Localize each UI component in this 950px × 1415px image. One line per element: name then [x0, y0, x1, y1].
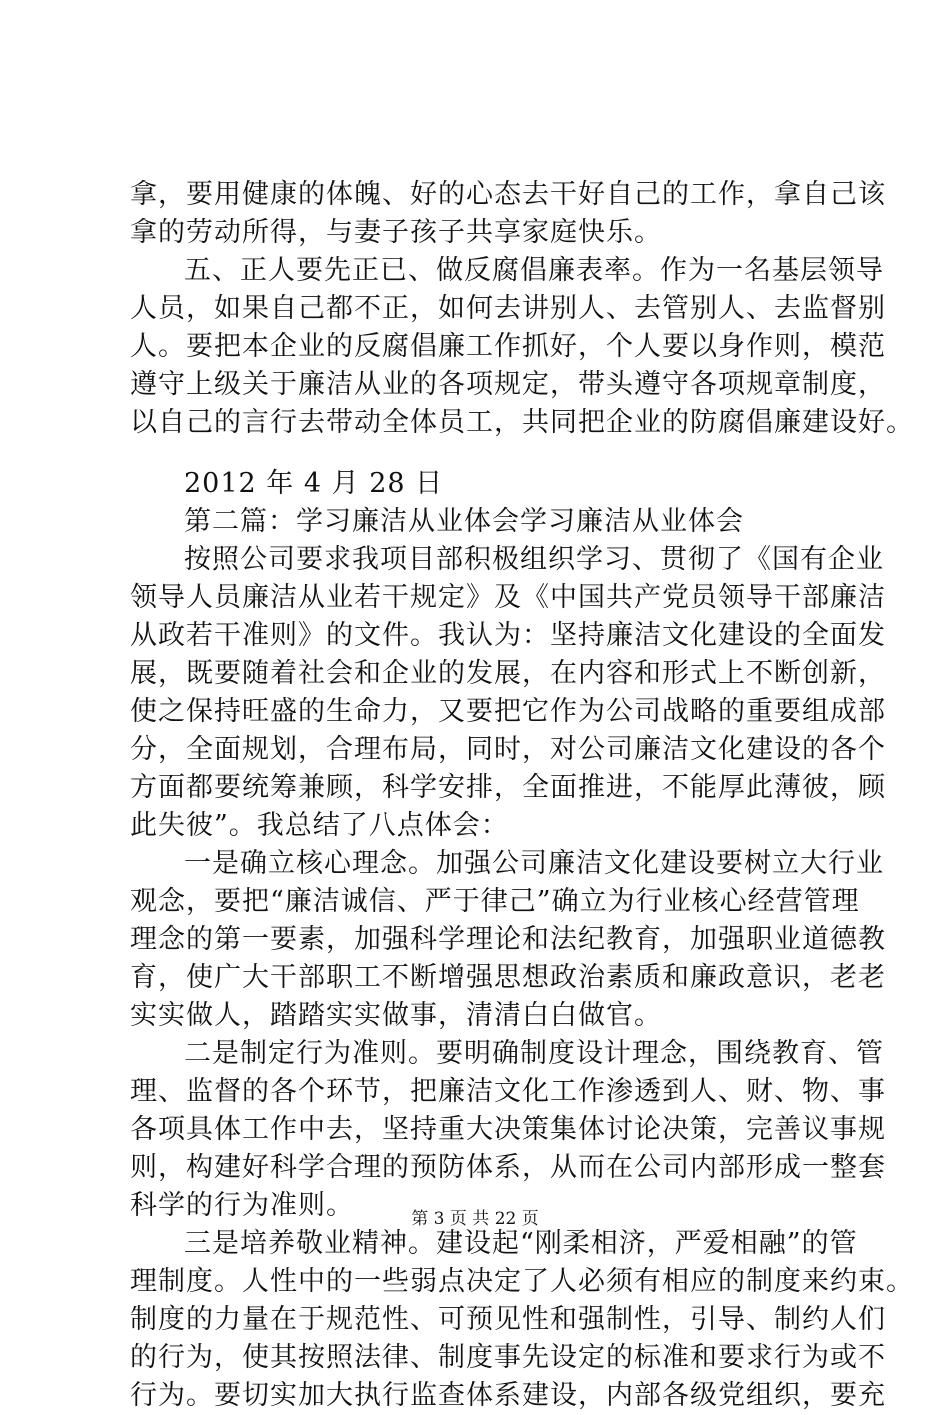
paragraph-gap: [130, 442, 830, 465]
text-line: 理、监督的各个环节，把廉洁文化工作渗透到人、财、物、事: [130, 1076, 886, 1107]
section-heading: 第二篇：学习廉洁从业体会学习廉洁从业体会: [184, 506, 744, 537]
text-line: 行为。要切实加大执行监查体系建设，内部各级党组织，要充: [130, 1380, 886, 1411]
text-line: 的行为，使其按照法律、制度事先设定的标准和要求行为或不: [130, 1342, 886, 1373]
point-two-start: 二是制定行为准则。要明确制度设计理念，围绕教育、管: [184, 1038, 884, 1069]
text-line: 观念，要把“廉洁诚信、严于律己”确立为行业核心经营管理: [130, 886, 860, 917]
text-line: 以自己的言行去带动全体员工，共同把企业的防腐倡廉建设好。: [130, 407, 914, 438]
text-line: 此失彼”。我总结了八点体会：: [130, 810, 509, 841]
text-line: 遵守上级关于廉洁从业的各项规定，带头遵守各项规章制度，: [130, 369, 886, 400]
text-line: 分，全面规划，合理布局，同时，对公司廉洁文化建设的各个: [130, 734, 886, 765]
text-line: 展，既要随着社会和企业的发展，在内容和形式上不断创新，: [130, 658, 886, 689]
date-line: 2012 年 4 月 28 日: [184, 468, 444, 499]
text-line: 人员，如果自己都不正，如何去讲别人、去管别人、去监督别: [130, 293, 886, 324]
text-line: 理制度。人性中的一些弱点决定了人必须有相应的制度来约束。: [130, 1266, 914, 1297]
intro-paragraph-start: 按照公司要求我项目部积极组织学习、贯彻了《国有企业: [184, 544, 884, 575]
point-three-start: 三是培养敬业精神。建设起“刚柔相济，严爱相融”的管: [184, 1228, 858, 1259]
text-line: 实实做人，踏踏实实做事，清清白白做官。: [130, 1000, 662, 1031]
paragraph-five-start: 五、正人要先正已、做反腐倡廉表率。作为一名基层领导: [184, 255, 884, 286]
text-line: 使之保持旺盛的生命力，又要把它作为公司战略的重要组成部: [130, 696, 886, 727]
text-line: 人。要把本企业的反腐倡廉工作抓好，个人要以身作则，模范: [130, 331, 886, 362]
text-line: 各项具体工作中去，坚持重大决策集体讨论决策，完善议事规: [130, 1114, 886, 1145]
text-line: 育，使广大干部职工不断增强思想政治素质和廉政意识，老老: [130, 962, 886, 993]
text-line: 则，构建好科学合理的预防体系，从而在公司内部形成一整套: [130, 1152, 886, 1183]
page-number-footer: 第 3 页 共 22 页: [411, 1209, 539, 1229]
text-line: 领导人员廉洁从业若干规定》及《中国共产党员领导干部廉洁: [130, 582, 886, 613]
text-line: 理念的第一要素，加强科学理论和法纪教育，加强职业道德教: [130, 924, 886, 955]
text-line: 拿的劳动所得，与妻子孩子共享家庭快乐。: [130, 217, 662, 248]
text-line: 拿，要用健康的体魄、好的心态去干好自己的工作，拿自己该: [130, 179, 886, 210]
text-line: 科学的行为准则。: [130, 1190, 354, 1221]
text-line: 方面都要统筹兼顾，科学安排，全面推进，不能厚此薄彼，顾: [130, 772, 886, 803]
text-line: 从政若干准则》的文件。我认为：坚持廉洁文化建设的全面发: [130, 620, 886, 651]
point-one-start: 一是确立核心理念。加强公司廉洁文化建设要树立大行业: [184, 848, 884, 879]
text-line: 制度的力量在于规范性、可预见性和强制性，引导、制约人们: [130, 1304, 886, 1335]
